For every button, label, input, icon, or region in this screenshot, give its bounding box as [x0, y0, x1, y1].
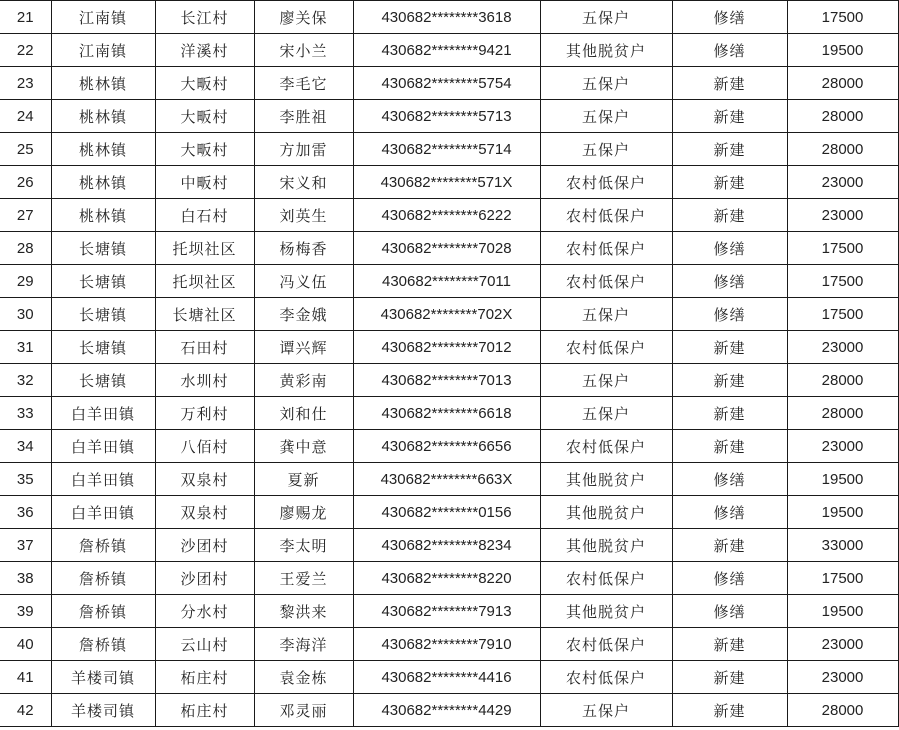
work-type-cell: 修缮 — [672, 562, 787, 595]
id-number-cell: 430682********3618 — [353, 1, 540, 34]
amount-cell: 19500 — [787, 34, 898, 67]
seq-cell: 24 — [0, 100, 51, 133]
name-cell: 刘和仕 — [254, 397, 353, 430]
village-cell: 云山村 — [155, 628, 254, 661]
name-cell: 李海洋 — [254, 628, 353, 661]
seq-cell: 36 — [0, 496, 51, 529]
town-cell: 詹桥镇 — [51, 562, 155, 595]
amount-cell: 28000 — [787, 694, 898, 727]
seq-cell: 30 — [0, 298, 51, 331]
id-number-cell: 430682********8234 — [353, 529, 540, 562]
town-cell: 羊楼司镇 — [51, 694, 155, 727]
name-cell: 方加雷 — [254, 133, 353, 166]
town-cell: 桃林镇 — [51, 133, 155, 166]
name-cell: 王爱兰 — [254, 562, 353, 595]
id-number-cell: 430682********8220 — [353, 562, 540, 595]
amount-cell: 23000 — [787, 199, 898, 232]
work-type-cell: 修缮 — [672, 34, 787, 67]
seq-cell: 27 — [0, 199, 51, 232]
seq-cell: 33 — [0, 397, 51, 430]
seq-cell: 31 — [0, 331, 51, 364]
name-cell: 黎洪来 — [254, 595, 353, 628]
household-type-cell: 五保户 — [540, 133, 672, 166]
table-row — [0, 562, 898, 595]
town-cell: 羊楼司镇 — [51, 661, 155, 694]
town-cell: 白羊田镇 — [51, 496, 155, 529]
table-row — [0, 694, 898, 727]
work-type-cell: 新建 — [672, 397, 787, 430]
village-cell: 大畈村 — [155, 67, 254, 100]
table-row — [0, 331, 898, 364]
amount-cell: 17500 — [787, 232, 898, 265]
household-type-cell: 五保户 — [540, 694, 672, 727]
amount-cell: 23000 — [787, 661, 898, 694]
id-number-cell: 430682********5713 — [353, 100, 540, 133]
table-row — [0, 100, 898, 133]
amount-cell: 23000 — [787, 166, 898, 199]
household-type-cell: 其他脱贫户 — [540, 529, 672, 562]
work-type-cell: 新建 — [672, 661, 787, 694]
household-type-cell: 五保户 — [540, 1, 672, 34]
village-cell: 双泉村 — [155, 463, 254, 496]
name-cell: 谭兴辉 — [254, 331, 353, 364]
amount-cell: 33000 — [787, 529, 898, 562]
household-type-cell: 农村低保户 — [540, 232, 672, 265]
name-cell: 李胜祖 — [254, 100, 353, 133]
work-type-cell: 新建 — [672, 67, 787, 100]
town-cell: 江南镇 — [51, 1, 155, 34]
seq-cell: 32 — [0, 364, 51, 397]
table-row — [0, 628, 898, 661]
village-cell: 沙团村 — [155, 562, 254, 595]
work-type-cell: 新建 — [672, 100, 787, 133]
village-cell: 柘庄村 — [155, 694, 254, 727]
amount-cell: 28000 — [787, 133, 898, 166]
table-row — [0, 265, 898, 298]
work-type-cell: 新建 — [672, 331, 787, 364]
town-cell: 詹桥镇 — [51, 628, 155, 661]
table-row — [0, 133, 898, 166]
town-cell: 詹桥镇 — [51, 529, 155, 562]
id-number-cell: 430682********7910 — [353, 628, 540, 661]
name-cell: 李毛它 — [254, 67, 353, 100]
amount-cell: 28000 — [787, 67, 898, 100]
name-cell: 李太明 — [254, 529, 353, 562]
household-type-cell: 农村低保户 — [540, 166, 672, 199]
amount-cell: 23000 — [787, 628, 898, 661]
id-number-cell: 430682********5754 — [353, 67, 540, 100]
id-number-cell: 430682********6656 — [353, 430, 540, 463]
household-type-cell: 农村低保户 — [540, 199, 672, 232]
village-cell: 大畈村 — [155, 100, 254, 133]
town-cell: 桃林镇 — [51, 166, 155, 199]
seq-cell: 34 — [0, 430, 51, 463]
household-type-cell: 五保户 — [540, 100, 672, 133]
town-cell: 长塘镇 — [51, 265, 155, 298]
town-cell: 长塘镇 — [51, 364, 155, 397]
village-cell: 八佰村 — [155, 430, 254, 463]
seq-cell: 40 — [0, 628, 51, 661]
id-number-cell: 430682********5714 — [353, 133, 540, 166]
amount-cell: 17500 — [787, 298, 898, 331]
name-cell: 杨梅香 — [254, 232, 353, 265]
town-cell: 白羊田镇 — [51, 397, 155, 430]
village-cell: 沙团村 — [155, 529, 254, 562]
village-cell: 长塘社区 — [155, 298, 254, 331]
town-cell: 桃林镇 — [51, 67, 155, 100]
table-row — [0, 496, 898, 529]
table-row — [0, 298, 898, 331]
town-cell: 白羊田镇 — [51, 430, 155, 463]
seq-cell: 29 — [0, 265, 51, 298]
amount-cell: 28000 — [787, 397, 898, 430]
work-type-cell: 修缮 — [672, 298, 787, 331]
household-type-cell: 五保户 — [540, 364, 672, 397]
town-cell: 白羊田镇 — [51, 463, 155, 496]
seq-cell: 41 — [0, 661, 51, 694]
name-cell: 龚中意 — [254, 430, 353, 463]
table-row — [0, 67, 898, 100]
work-type-cell: 修缮 — [672, 496, 787, 529]
seq-cell: 37 — [0, 529, 51, 562]
amount-cell: 17500 — [787, 1, 898, 34]
household-type-cell: 农村低保户 — [540, 661, 672, 694]
village-cell: 柘庄村 — [155, 661, 254, 694]
id-number-cell: 430682********6222 — [353, 199, 540, 232]
village-cell: 大畈村 — [155, 133, 254, 166]
table-row — [0, 34, 898, 67]
name-cell: 宋义和 — [254, 166, 353, 199]
household-type-cell: 农村低保户 — [540, 562, 672, 595]
work-type-cell: 新建 — [672, 628, 787, 661]
household-type-cell: 农村低保户 — [540, 430, 672, 463]
id-number-cell: 430682********7012 — [353, 331, 540, 364]
amount-cell: 19500 — [787, 463, 898, 496]
name-cell: 黄彩南 — [254, 364, 353, 397]
amount-cell: 28000 — [787, 364, 898, 397]
household-type-cell: 五保户 — [540, 298, 672, 331]
id-number-cell: 430682********4416 — [353, 661, 540, 694]
village-cell: 托坝社区 — [155, 232, 254, 265]
seq-cell: 26 — [0, 166, 51, 199]
village-cell: 长江村 — [155, 1, 254, 34]
village-cell: 双泉村 — [155, 496, 254, 529]
table-row — [0, 199, 898, 232]
table-row — [0, 529, 898, 562]
name-cell: 冯义伍 — [254, 265, 353, 298]
table-row — [0, 364, 898, 397]
village-cell: 中畈村 — [155, 166, 254, 199]
work-type-cell: 新建 — [672, 430, 787, 463]
household-type-cell: 其他脱贫户 — [540, 496, 672, 529]
table-row — [0, 166, 898, 199]
seq-cell: 22 — [0, 34, 51, 67]
table-row — [0, 595, 898, 628]
work-type-cell: 新建 — [672, 364, 787, 397]
name-cell: 廖赐龙 — [254, 496, 353, 529]
amount-cell: 19500 — [787, 595, 898, 628]
table-row — [0, 661, 898, 694]
town-cell: 江南镇 — [51, 34, 155, 67]
work-type-cell: 修缮 — [672, 463, 787, 496]
id-number-cell: 430682********4429 — [353, 694, 540, 727]
table-row — [0, 232, 898, 265]
village-cell: 水圳村 — [155, 364, 254, 397]
household-type-cell: 农村低保户 — [540, 331, 672, 364]
town-cell: 长塘镇 — [51, 331, 155, 364]
id-number-cell: 430682********7013 — [353, 364, 540, 397]
household-type-cell: 农村低保户 — [540, 265, 672, 298]
household-type-cell: 五保户 — [540, 397, 672, 430]
id-number-cell: 430682********7011 — [353, 265, 540, 298]
household-type-cell: 其他脱贫户 — [540, 595, 672, 628]
seq-cell: 25 — [0, 133, 51, 166]
seq-cell: 39 — [0, 595, 51, 628]
name-cell: 宋小兰 — [254, 34, 353, 67]
id-number-cell: 430682********663X — [353, 463, 540, 496]
amount-cell: 17500 — [787, 562, 898, 595]
town-cell: 长塘镇 — [51, 298, 155, 331]
amount-cell: 23000 — [787, 430, 898, 463]
name-cell: 廖关保 — [254, 1, 353, 34]
work-type-cell: 新建 — [672, 694, 787, 727]
town-cell: 桃林镇 — [51, 100, 155, 133]
seq-cell: 35 — [0, 463, 51, 496]
id-number-cell: 430682********0156 — [353, 496, 540, 529]
village-cell: 分水村 — [155, 595, 254, 628]
amount-cell: 19500 — [787, 496, 898, 529]
household-type-cell: 农村低保户 — [540, 628, 672, 661]
household-type-cell: 其他脱贫户 — [540, 463, 672, 496]
id-number-cell: 430682********7913 — [353, 595, 540, 628]
amount-cell: 23000 — [787, 331, 898, 364]
id-number-cell: 430682********702X — [353, 298, 540, 331]
table-row — [0, 1, 898, 34]
name-cell: 李金娥 — [254, 298, 353, 331]
name-cell: 夏新 — [254, 463, 353, 496]
work-type-cell: 修缮 — [672, 595, 787, 628]
town-cell: 桃林镇 — [51, 199, 155, 232]
seq-cell: 38 — [0, 562, 51, 595]
id-number-cell: 430682********9421 — [353, 34, 540, 67]
town-cell: 长塘镇 — [51, 232, 155, 265]
village-cell: 洋溪村 — [155, 34, 254, 67]
work-type-cell: 新建 — [672, 166, 787, 199]
village-cell: 万利村 — [155, 397, 254, 430]
id-number-cell: 430682********571X — [353, 166, 540, 199]
name-cell: 邓灵丽 — [254, 694, 353, 727]
work-type-cell: 修缮 — [672, 232, 787, 265]
work-type-cell: 新建 — [672, 133, 787, 166]
village-cell: 白石村 — [155, 199, 254, 232]
seq-cell: 21 — [0, 1, 51, 34]
village-cell: 石田村 — [155, 331, 254, 364]
seq-cell: 28 — [0, 232, 51, 265]
town-cell: 詹桥镇 — [51, 595, 155, 628]
table-row — [0, 397, 898, 430]
id-number-cell: 430682********6618 — [353, 397, 540, 430]
table-row — [0, 463, 898, 496]
seq-cell: 42 — [0, 694, 51, 727]
household-type-cell: 其他脱贫户 — [540, 34, 672, 67]
table-row — [0, 430, 898, 463]
name-cell: 袁金栋 — [254, 661, 353, 694]
work-type-cell: 修缮 — [672, 1, 787, 34]
id-number-cell: 430682********7028 — [353, 232, 540, 265]
amount-cell: 17500 — [787, 265, 898, 298]
village-cell: 托坝社区 — [155, 265, 254, 298]
name-cell: 刘英生 — [254, 199, 353, 232]
work-type-cell: 修缮 — [672, 265, 787, 298]
amount-cell: 28000 — [787, 100, 898, 133]
seq-cell: 23 — [0, 67, 51, 100]
household-type-cell: 五保户 — [540, 67, 672, 100]
table-body — [0, 1, 898, 727]
work-type-cell: 新建 — [672, 529, 787, 562]
work-type-cell: 新建 — [672, 199, 787, 232]
